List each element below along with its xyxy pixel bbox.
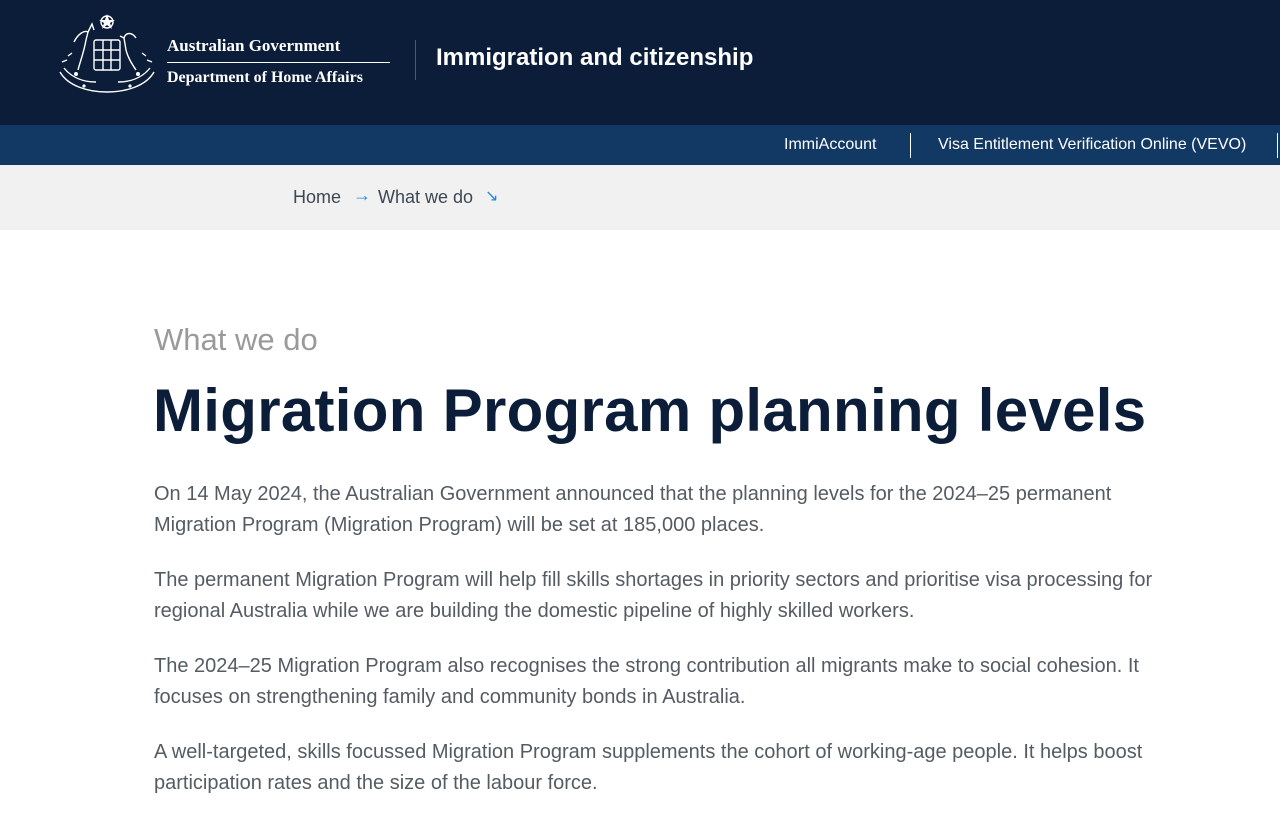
- body-paragraph: A well-targeted, skills focussed Migration Program supplements the cohort of working-age people. It helps boost participation rates and the size of the labour force.: [154, 741, 1143, 794]
- page-title: Migration Program planning levels: [153, 377, 1147, 444]
- breadcrumb-home-link[interactable]: Home: [293, 187, 342, 207]
- breadcrumb: [0, 165, 1280, 230]
- body-paragraph: The permanent Migration Program will help fill skills shortages in priority sectors and prioritise visa processing for regional Australia while we are building the domestic pipeline of highly skilled workers.: [154, 569, 1153, 622]
- site-title-link[interactable]: Immigration and citizenship: [436, 44, 754, 71]
- site-header: [0, 0, 1280, 125]
- section-kicker: What we do: [154, 322, 318, 357]
- dept-line-text: Department of Home Affairs: [167, 69, 363, 86]
- gov-line-text: Australian Government: [167, 36, 341, 55]
- body-paragraph: The 2024–25 Migration Program also recognises the strong contribution all migrants make to social cohesion. It focuses on strengthening family and community bonds in Australia.: [154, 655, 1139, 708]
- nav-link-vevo[interactable]: Visa Entitlement Verification Online (VEVO): [938, 136, 1247, 153]
- home-logo-link[interactable]: [54, 12, 394, 96]
- coat-of-arms-icon: [54, 12, 160, 94]
- intro-paragraph: On 14 May 2024, the Australian Government announced that the planning levels for the 2024–25 permanent Migration Program (Migration Program) will be set at 185,000 places.: [154, 483, 1112, 536]
- arrow-down-right-icon[interactable]: ↘: [485, 188, 499, 205]
- utility-nav: [0, 125, 1280, 165]
- breadcrumb-what-we-do-link[interactable]: What we do: [378, 187, 474, 207]
- header-divider: [415, 40, 416, 80]
- nav-divider: [1277, 133, 1278, 158]
- nav-divider: [910, 133, 911, 158]
- logo-divider: [167, 62, 390, 63]
- arrow-right-icon: →: [353, 185, 371, 205]
- nav-link-immiaccount[interactable]: ImmiAccount: [784, 136, 877, 153]
